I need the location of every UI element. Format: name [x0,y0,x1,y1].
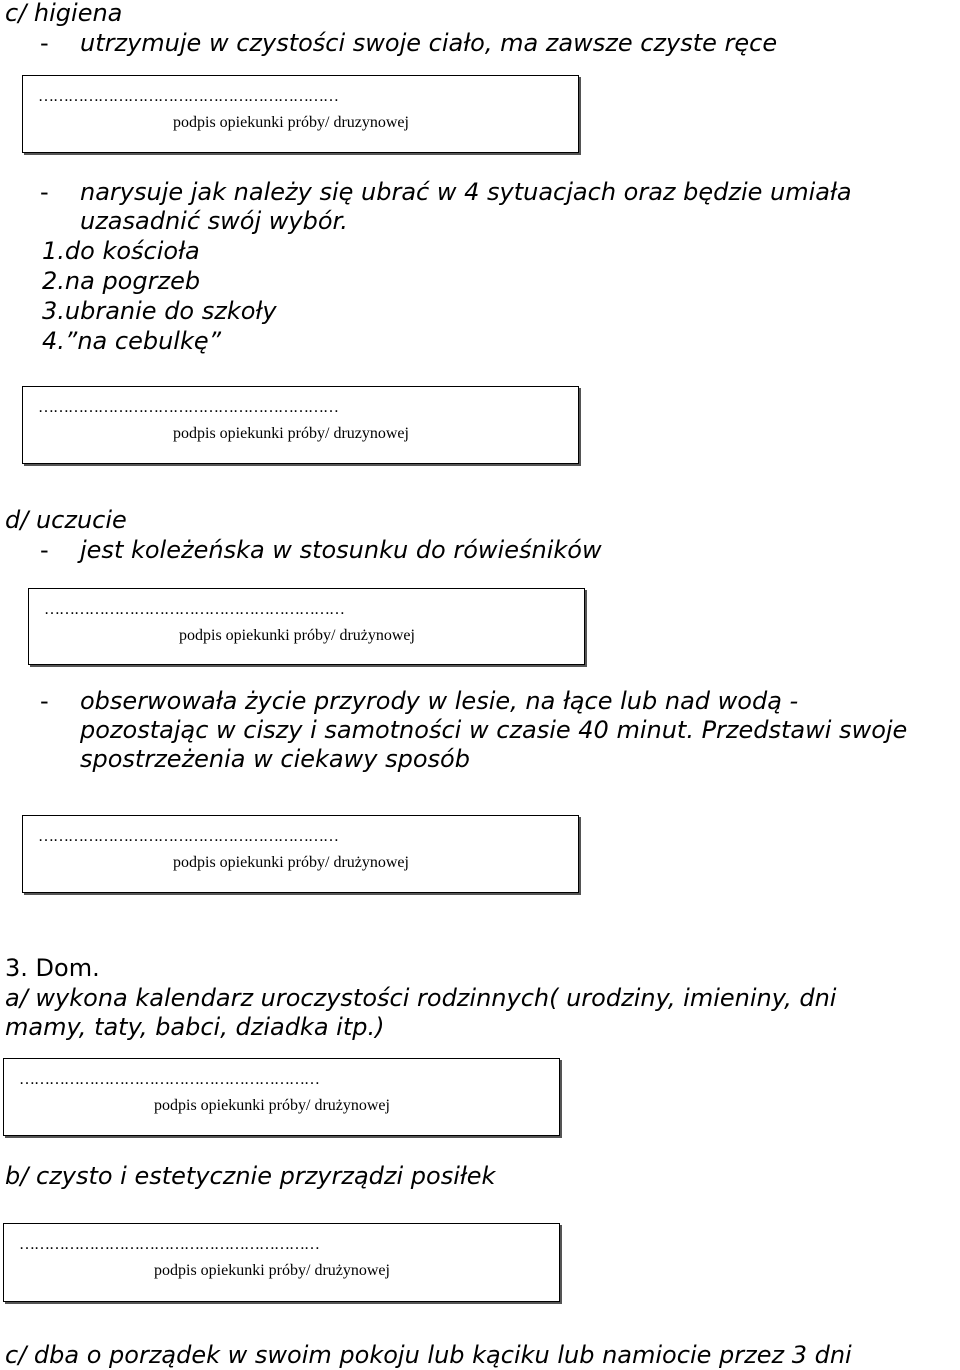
task-friendly: jest koleżeńska w stosunku do rówieśników [80,536,602,564]
signature-dots: …………………………………………………… [19,1071,319,1088]
task-observe-nature-cont: spostrzeżenia w ciekawy sposób [80,745,470,773]
section-heading-dom: 3. Dom. [5,954,100,982]
signature-box[interactable] [28,588,585,665]
signature-label: podpis opiekunki próby/ drużynowej [154,1097,390,1114]
section-heading-higiena: c/ higiena [5,0,123,27]
signature-label: podpis opiekunki próby/ drużynowej [154,1262,390,1279]
task-observe-nature: obserwowała życie przyrody w lesie, na łące lub nad wodą - [80,687,799,715]
signature-dots: …………………………………………………… [38,828,338,845]
signature-dots: …………………………………………………… [44,601,344,618]
signature-box[interactable] [3,1223,560,1302]
list-item: 3.ubranie do szkoły [42,297,277,325]
task-draw-outfits: narysuje jak należy się ubrać w 4 sytuacjach oraz będzie umiała [80,178,852,206]
signature-box[interactable] [22,815,579,893]
task-observe-nature-cont: pozostając w ciszy i samotności w czasie 40 minut. Przedstawi swoje [80,716,908,744]
signature-box[interactable] [22,386,579,464]
list-item: 2.na pogrzeb [42,267,201,295]
signature-label: podpis opiekunki próby/ drużynowej [173,854,409,871]
task-draw-outfits-cont: uzasadnić swój wybór. [80,207,348,235]
signature-dots: …………………………………………………… [38,399,338,416]
signature-label: podpis opiekunki próby/ drużynowej [179,627,415,644]
task-family-calendar: a/ wykona kalendarz uroczystości rodzinnych( urodziny, imieniny, dni [5,984,837,1012]
bullet-dash: - [40,29,49,57]
task-prepare-meal: b/ czysto i estetycznie przyrządzi posiłek [5,1162,496,1190]
task-keep-room-tidy: c/ dba o porządek w swoim pokoju lub kąciku lub namiocie przez 3 dni [5,1341,852,1369]
signature-label: podpis opiekunki próby/ druzynowej [173,114,409,131]
list-item: 4.”na cebulkę” [42,327,222,355]
bullet-dash: - [40,687,49,715]
signature-dots: …………………………………………………… [19,1236,319,1253]
signature-box[interactable] [22,75,579,153]
task-clean-body: utrzymuje w czystości swoje ciało, ma zawsze czyste ręce [80,29,778,57]
task-family-calendar-cont: mamy, taty, babci, dziadka itp.) [5,1013,385,1041]
list-item: 1.do kościoła [42,237,200,265]
signature-box[interactable] [3,1058,560,1136]
bullet-dash: - [40,536,49,564]
bullet-dash: - [40,178,49,206]
signature-label: podpis opiekunki próby/ druzynowej [173,425,409,442]
section-heading-uczucie: d/ uczucie [5,506,127,534]
signature-dots: …………………………………………………… [38,88,338,105]
